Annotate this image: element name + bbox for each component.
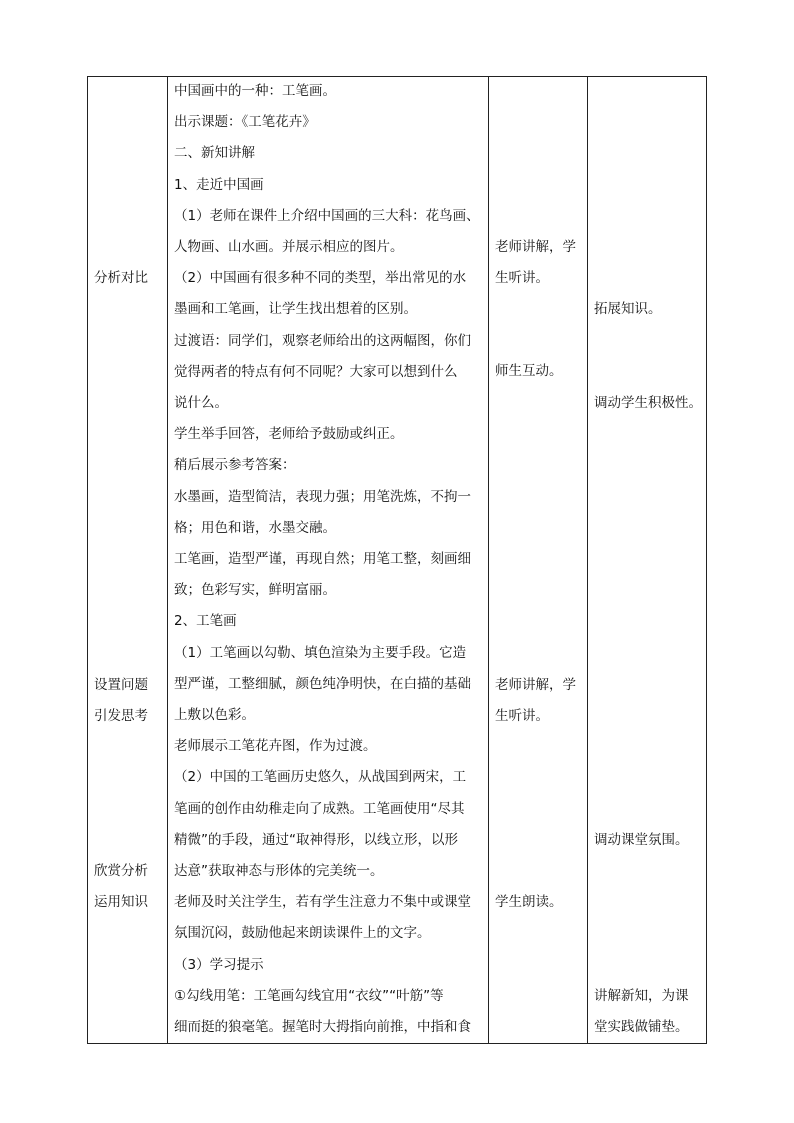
content-line: 笔画的创作由幼稚走向了成熟。工笔画使用“尽其 [174, 800, 465, 817]
activity-text: 师生互动。 [495, 363, 563, 379]
content-line: 老师展示工笔花卉图，作为过渡。 [174, 738, 377, 755]
content-line: 2、工笔画 [174, 613, 237, 630]
content-line: 格；用色和谐，水墨交融。 [174, 519, 336, 536]
activity-text: 学生朗读。 [495, 894, 563, 910]
content-line: （2）中国画有很多种不同的类型，举出常见的水 [174, 270, 467, 287]
column-divider-1 [167, 76, 168, 1044]
content-line: 细而挺的狼毫笔。握笔时大拇指向前推，中指和食 [174, 1019, 471, 1035]
content-line: （1）工笔画以勾勒、填色渲染为主要手段。它造 [174, 644, 467, 661]
column-divider-2 [488, 76, 489, 1044]
intent-text: 调动课堂氛围。 [594, 832, 689, 848]
content-line: 工笔画，造型严谨，再现自然；用笔工整，刻画细 [174, 551, 471, 567]
content-line: 人物画、山水画。并展示相应的图片。 [174, 239, 404, 255]
content-line: （1）老师在课件上介绍中国画的三大科：花鸟画、 [174, 207, 480, 224]
content-line: （3）学习提示 [174, 956, 264, 973]
activity-text: 老师讲解，学 [495, 239, 576, 255]
content-line: 上敷以色彩。 [174, 707, 255, 723]
stage-label: 欣赏分析 [94, 863, 148, 879]
content-line: 精微”的手段，通过“取神得形，以线立形，以形 [174, 831, 458, 848]
stage-label: 设置问题 [94, 677, 148, 693]
stage-label: 引发思考 [94, 708, 148, 724]
content-line: 稍后展示参考答案： [174, 457, 296, 474]
content-line: 出示课题：《工笔花卉》 [174, 114, 316, 131]
content-line: 致；色彩写实，鲜明富丽。 [174, 582, 336, 599]
column-divider-3 [587, 76, 588, 1044]
content-line: 学生举手回答，老师给予鼓励或纠正。 [174, 426, 404, 443]
content-line: ①勾线用笔：工笔画勾线宜用“衣纹”“叶筋”等 [174, 987, 444, 1004]
stage-label: 分析对比 [94, 270, 148, 286]
stage-label: 运用知识 [94, 894, 148, 910]
content-line: 中国画中的一种：工笔画。 [174, 83, 336, 99]
content-line: 说什么。 [174, 395, 228, 411]
activity-text: 老师讲解，学 [495, 677, 576, 693]
content-line: 过渡语：同学们，观察老师给出的这两幅图，你们 [174, 332, 471, 349]
intent-text: 调动学生积极性。 [594, 395, 702, 411]
content-line: 水墨画，造型简洁，表现力强；用笔洗炼，不拘一 [174, 488, 471, 505]
content-line: 觉得两者的特点有何不同呢？大家可以想到什么 [174, 363, 458, 380]
activity-text: 生听讲。 [495, 270, 549, 286]
content-line: 老师及时关注学生，若有学生注意力不集中或课堂 [174, 894, 471, 911]
content-line: 1、走近中国画 [174, 176, 264, 193]
content-line: 达意”获取神态与形体的完美统一。 [174, 863, 384, 879]
activity-text: 生听讲。 [495, 708, 549, 724]
content-line: 墨画和工笔画，让学生找出想着的区别。 [174, 301, 417, 318]
intent-text: 讲解新知，为课 [594, 988, 689, 1004]
content-line: 型严谨，工整细腻，颜色纯净明快，在白描的基础 [174, 675, 471, 692]
intent-text: 拓展知识。 [594, 301, 662, 317]
content-line: （2）中国的工笔画历史悠久，从战国到两宋，工 [174, 769, 467, 786]
intent-text: 堂实践做铺垫。 [594, 1019, 689, 1035]
content-line: 二、新知讲解 [174, 145, 255, 162]
content-line: 氛围沉闷，鼓励他起来朗读课件上的文字。 [174, 925, 431, 942]
